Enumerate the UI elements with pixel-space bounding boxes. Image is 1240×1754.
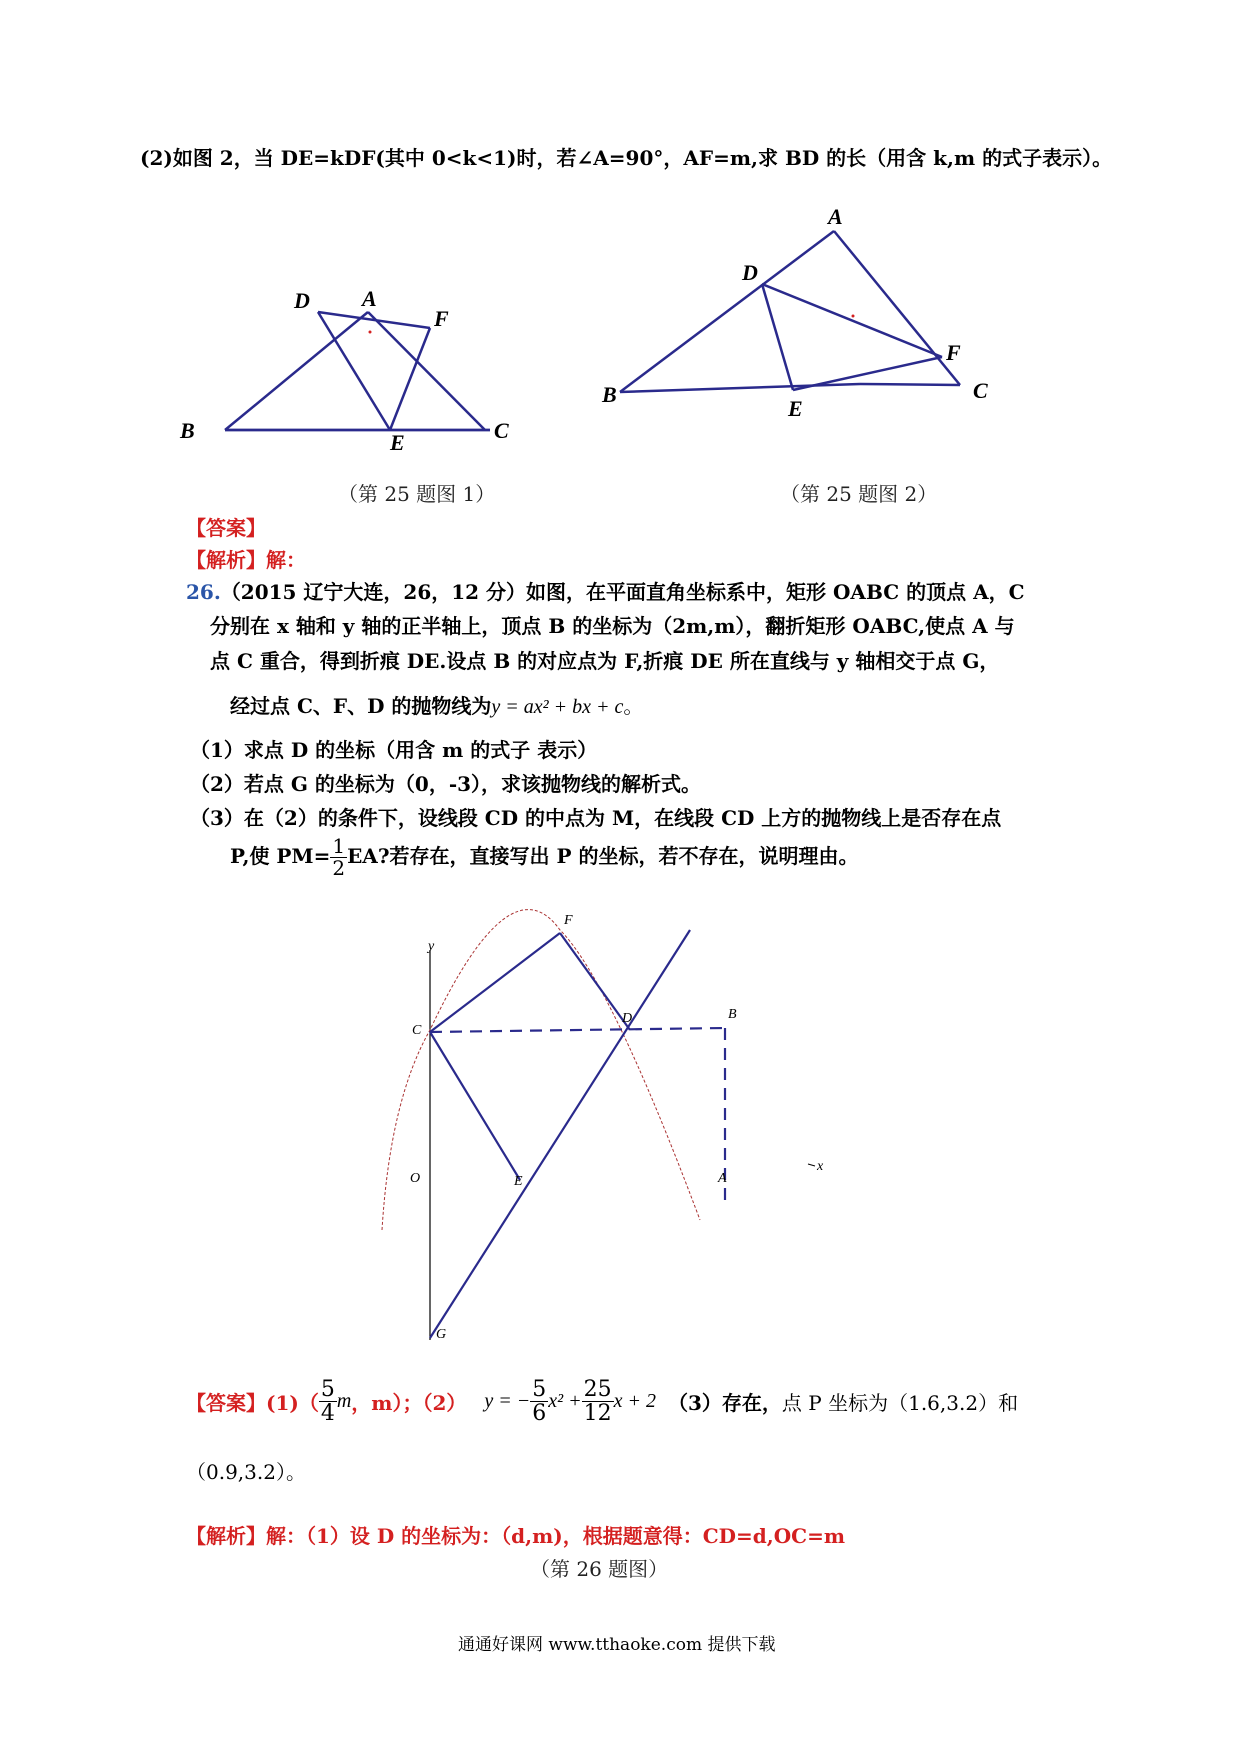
fig1-label-E: E: [390, 430, 405, 455]
fig2-label-B: B: [602, 382, 617, 407]
answer-26: 【答案】 (1)（ $\frac{5}{4}$ m ，m）；（2） y = − $\frac{5}{6}$ x² + $\frac{25}{12}$ x + 2 （3）存在， 点 P 坐标为（1.6,3.2）和: [186, 1377, 1019, 1427]
fig3-label-B: B: [728, 1007, 737, 1022]
answer-label-26: 【答案】: [186, 1391, 266, 1416]
q26-line1: 26.（2015 辽宁大连，26，12 分）如图，在平面直角坐标系中，矩形 OABC 的顶点 A，C: [186, 580, 1025, 604]
answer-26-line2: （0.9,3.2）。: [186, 1460, 306, 1484]
fig3-label-D: D: [622, 1011, 633, 1026]
fig1-label-D: D: [294, 288, 310, 313]
parabola-formula: y = ax² + bx + c: [491, 696, 624, 718]
fig2-label-A: A: [828, 204, 843, 229]
q26-sub3-line2: P,使 PM= $\frac{1}{2}$ EA?若存在，直接写出 P 的坐标，若不存在，说明理由。: [230, 834, 859, 880]
footer: 通通好课网 www.tthaoke.com 提供下载: [458, 1635, 776, 1655]
fig2-label-D: D: [742, 260, 758, 285]
figure-25-2: [590, 204, 1010, 460]
fig1-label-C: C: [494, 418, 509, 443]
fig2-label-E: E: [788, 396, 803, 421]
fig2-label-C: C: [973, 378, 988, 403]
fig3-label-F: F: [564, 913, 573, 928]
analysis-26: 【解析】解：（1）设 D 的坐标为：（d,m)，根据题意得：CD=d,OC=m: [186, 1524, 845, 1548]
q26-number: 26.: [186, 580, 221, 604]
fig3-label-E: E: [514, 1174, 523, 1189]
analysis-label-25: 【解析】解：: [186, 548, 306, 572]
fig1-label-B: B: [180, 418, 195, 443]
q26-line2: 分别在 x 轴和 y 轴的正半轴上，顶点 B 的坐标为（2m,m），翻折矩形 OABC,使点 A 与: [210, 614, 1015, 638]
fig3-label-G: G: [436, 1327, 447, 1342]
fig3-label-C: C: [412, 1023, 422, 1038]
fig2-label-F: F: [946, 340, 961, 365]
figure-26: [360, 900, 840, 1360]
figure-25-1: [180, 240, 580, 460]
answer-label-25: 【答案】: [186, 516, 266, 540]
fig1-label-F: F: [434, 306, 449, 331]
fig3-label-x: x: [817, 1159, 824, 1174]
q26-sub2: （2）若点 G 的坐标为（0，-3），求该抛物线的解析式。: [190, 772, 702, 796]
q25-part2: (2)如图 2，当 DE=kDF(其中 0<k<1)时，若∠A=90°，AF=m,求 BD 的长（用含 k,m 的式子表示）。: [140, 146, 1113, 170]
q26-sub3: （3）在（2）的条件下，设线段 CD 的中点为 M，在线段 CD 上方的抛物线上是否存在点: [190, 806, 1002, 830]
q26-line3: 点 C 重合，得到折痕 DE.设点 B 的对应点为 F,折痕 DE 所在直线与 y 轴相交于点 G，: [210, 649, 1000, 673]
fig3-label-O: O: [410, 1171, 421, 1186]
fig3-label-A: A: [718, 1171, 727, 1186]
q26-line4: 经过点 C、F、D 的抛物线为y = ax² + bx + c。: [230, 694, 644, 718]
fig2-caption: （第 25 题图 2）: [780, 482, 938, 506]
fig1-label-A: A: [362, 286, 377, 311]
fig3-caption: （第 26 题图）: [530, 1557, 669, 1581]
fig1-caption: （第 25 题图 1）: [338, 482, 496, 506]
fig3-label-y: y: [428, 939, 435, 954]
q26-sub1: （1）求点 D 的坐标（用含 m 的式子 表示）: [190, 738, 598, 762]
